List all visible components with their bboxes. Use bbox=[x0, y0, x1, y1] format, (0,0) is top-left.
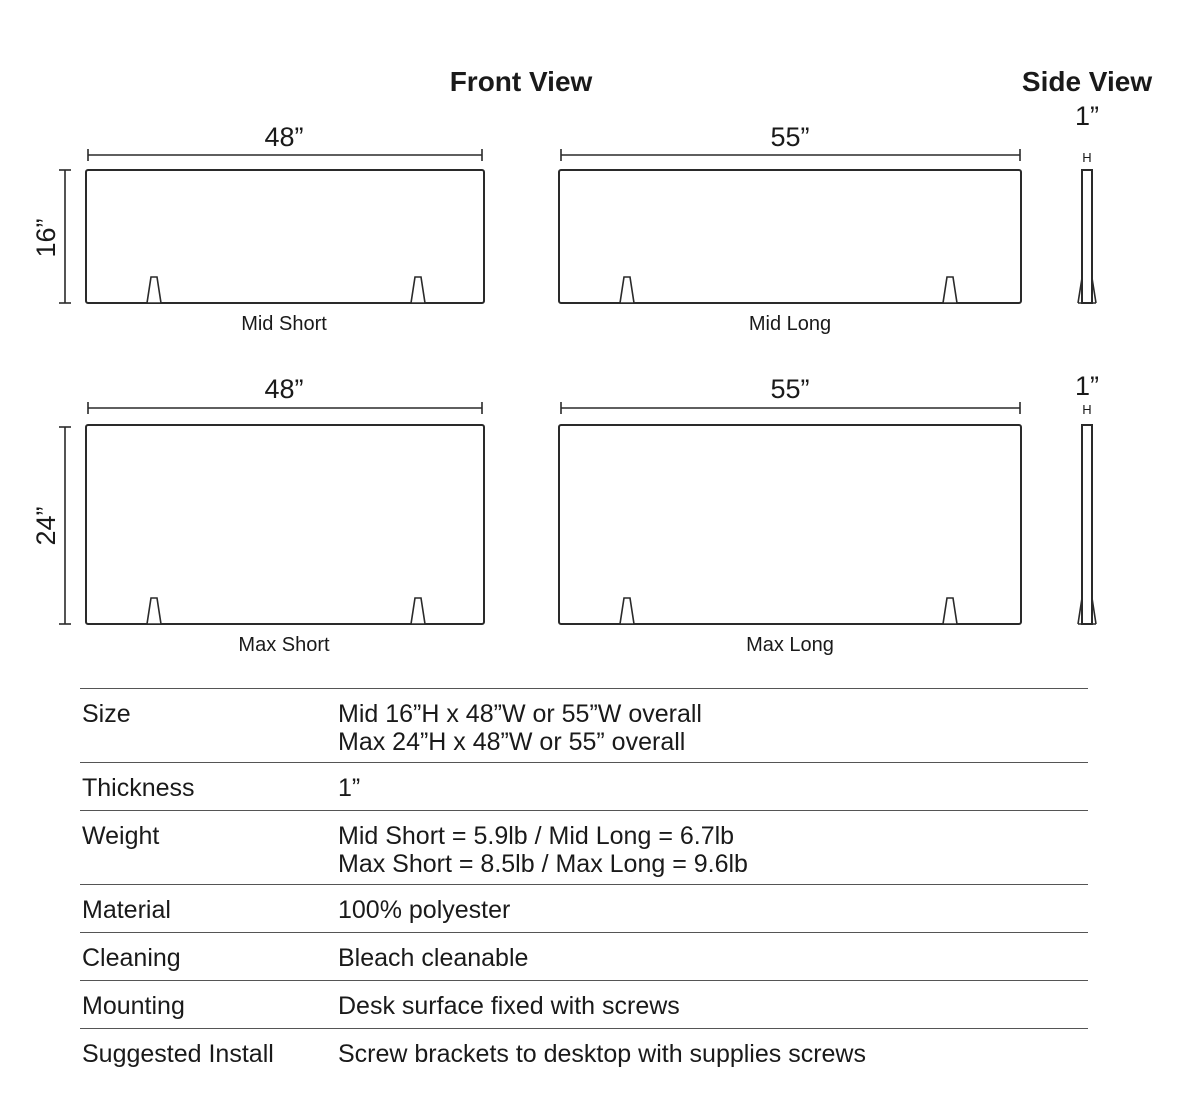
spec-row-mounting bbox=[80, 981, 1088, 1029]
spec-value bbox=[336, 933, 1088, 981]
spec-row-thickness bbox=[80, 763, 1088, 811]
spec-label: Suggested Install bbox=[82, 1040, 274, 1068]
spec-table bbox=[80, 688, 1088, 1076]
spec-value-line: Max Short = 8.5lb / Max Long = 9.6lb bbox=[338, 850, 748, 878]
spec-row-suggested-install bbox=[80, 1029, 1088, 1077]
spec-label: Thickness bbox=[82, 774, 195, 802]
spec-row-weight bbox=[80, 811, 1088, 885]
mid-long-width-label: 55” bbox=[770, 122, 810, 152]
spec-value-line: Mid Short = 5.9lb / Mid Long = 6.7lb bbox=[338, 822, 735, 850]
spec-label: Mounting bbox=[82, 992, 185, 1020]
spec-value-line: 1” bbox=[338, 774, 361, 802]
mid-short-panel-outline bbox=[86, 170, 484, 303]
max-short-width-label: 48” bbox=[264, 374, 304, 404]
side-view-heading: Side View bbox=[1021, 66, 1153, 97]
max-long-caption: Max Long bbox=[746, 634, 834, 656]
mid-height-label: 16” bbox=[31, 218, 61, 258]
mid-side-panel-outline bbox=[1082, 170, 1092, 303]
max-side-thickness-marker: H bbox=[1082, 402, 1092, 417]
max-short-panel-group bbox=[31, 374, 484, 656]
mid-long-caption: Mid Long bbox=[748, 313, 832, 335]
spec-label: Material bbox=[82, 896, 171, 924]
max-side-view-group bbox=[1075, 371, 1099, 624]
front-view-heading: Front View bbox=[449, 66, 593, 97]
max-long-width-label: 55” bbox=[770, 374, 810, 404]
mid-short-caption: Mid Short bbox=[241, 313, 327, 335]
spec-value-line: Screw brackets to desktop with supplies screws bbox=[338, 1040, 866, 1068]
spec-value bbox=[336, 689, 1088, 763]
spec-label: Weight bbox=[82, 822, 160, 850]
max-height-label: 24” bbox=[31, 506, 61, 546]
spec-value-line: 100% polyester bbox=[338, 896, 511, 924]
spec-label: Size bbox=[82, 700, 131, 728]
spec-value bbox=[336, 763, 1088, 811]
spec-value-line: Desk surface fixed with screws bbox=[338, 992, 680, 1020]
spec-value bbox=[336, 885, 1088, 933]
max-short-panel-outline bbox=[86, 425, 484, 624]
mid-long-panel-group bbox=[559, 122, 1021, 335]
max-short-caption: Max Short bbox=[238, 634, 330, 656]
mid-side-thickness-marker: H bbox=[1082, 150, 1092, 165]
spec-value-line: Bleach cleanable bbox=[338, 944, 529, 972]
mid-side-view-group bbox=[1075, 101, 1099, 303]
spec-row-material bbox=[80, 885, 1088, 933]
spec-value-line: Mid 16”H x 48”W or 55”W overall bbox=[338, 700, 702, 728]
mid-short-panel-group bbox=[31, 122, 484, 335]
mid-short-width-label: 48” bbox=[264, 122, 304, 152]
spec-row-cleaning bbox=[80, 933, 1088, 981]
mid-side-thickness-label: 1” bbox=[1074, 101, 1100, 131]
spec-label: Cleaning bbox=[82, 944, 181, 972]
spec-value bbox=[336, 1029, 1088, 1077]
spec-value-line: Max 24”H x 48”W or 55” overall bbox=[338, 728, 686, 756]
spec-value bbox=[336, 811, 1088, 885]
max-long-panel-outline bbox=[559, 425, 1021, 624]
max-long-panel-group bbox=[559, 374, 1021, 656]
spec-value bbox=[336, 981, 1088, 1029]
max-side-thickness-label: 1” bbox=[1074, 371, 1100, 401]
spec-row-size bbox=[80, 689, 1088, 763]
max-side-panel-outline bbox=[1082, 425, 1092, 624]
